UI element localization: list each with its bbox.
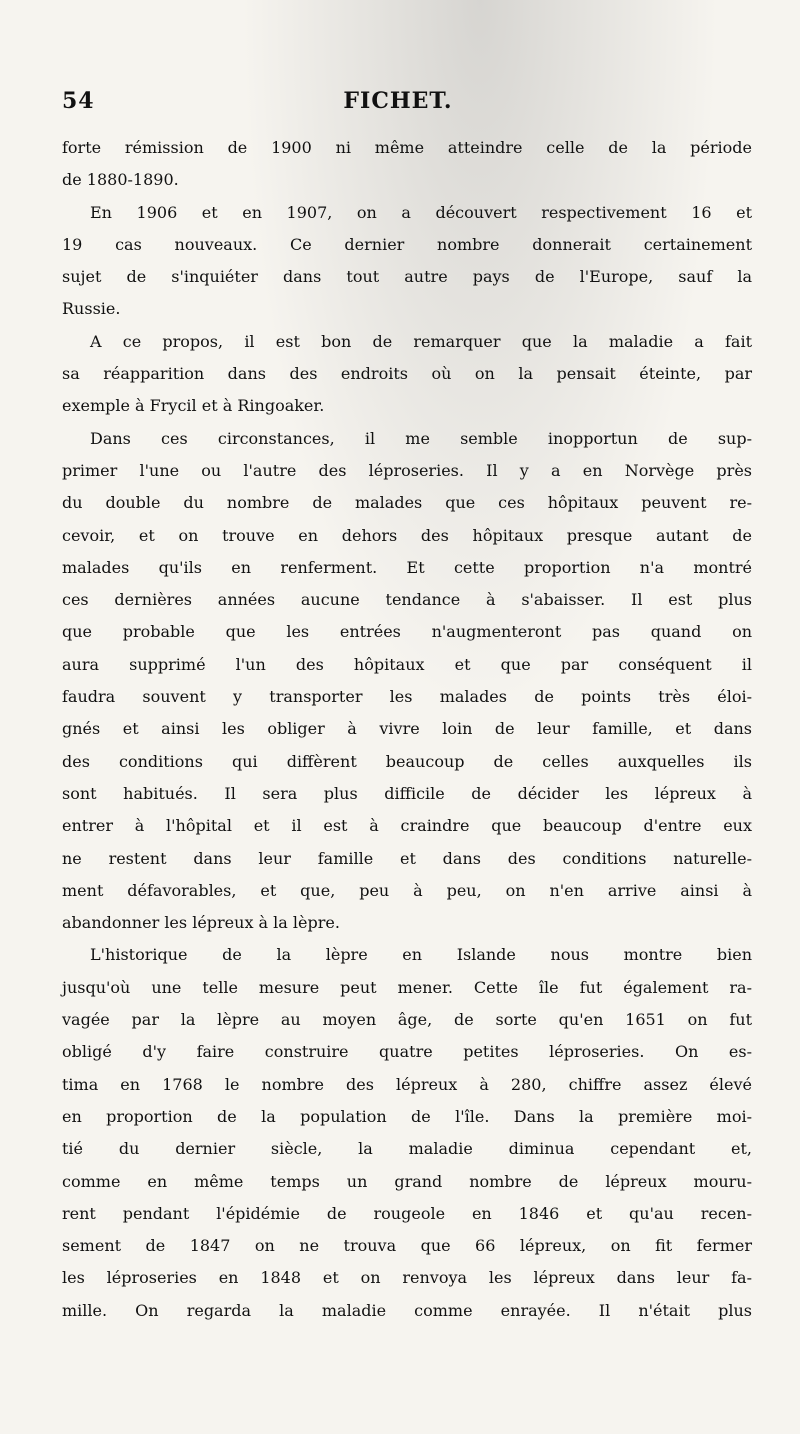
text-line: sement de 1847 on ne trouva que 66 lépreux, on fit fermer xyxy=(62,1236,752,1256)
text-line: primer l'une ou l'autre des léproseries. Il y a en Norvège près xyxy=(62,460,752,480)
text-line: sont habitués. Il sera plus difficile de décider les lépreux à xyxy=(62,783,752,803)
text-line: aura supprimé l'un des hôpitaux et que par conséquent il xyxy=(62,654,752,674)
text-line: en proportion de la population de l'île. Dans la première moi- xyxy=(62,1106,752,1126)
text-line: ne restent dans leur famille et dans des conditions naturelle- xyxy=(62,848,752,868)
text-line: des conditions qui diffèrent beaucoup de celles auxquelles ils xyxy=(62,751,752,771)
text-line: comme en même temps un grand nombre de lépreux mouru- xyxy=(62,1171,752,1191)
paragraph-start-line: En 1906 et en 1907, on a découvert respectivement 16 et xyxy=(90,202,752,222)
text-line: malades qu'ils en renferment. Et cette proportion n'a montré xyxy=(62,557,752,577)
page-number: 54 xyxy=(62,88,95,114)
text-line: sa réapparition dans des endroits où on la pensait éteinte, par xyxy=(62,364,752,384)
text-line: les léproseries en 1848 et on renvoya les lépreux dans leur fa- xyxy=(62,1268,752,1288)
paragraph-start-line: A ce propos, il est bon de remarquer que la maladie a fait xyxy=(90,331,752,351)
text-line: jusqu'où une telle mesure peut mener. Cette île fut également ra- xyxy=(62,977,752,997)
text-line: obligé d'y faire construire quatre petites léproseries. On es- xyxy=(62,1042,752,1062)
text-line: ces dernières années aucune tendance à s'abaisser. Il est plus xyxy=(62,590,752,610)
text-line: ment défavorables, et que, peu à peu, on n'en arrive ainsi à xyxy=(62,880,752,900)
text-line: abandonner les lépreux à la lèpre. xyxy=(62,913,340,933)
text-line: du double du nombre de malades que ces hôpitaux peuvent re- xyxy=(62,493,752,513)
text-line: 19 cas nouveaux. Ce dernier nombre donnerait certainement xyxy=(62,234,752,254)
text-line: Russie. xyxy=(62,299,121,319)
text-line: faudra souvent y transporter les malades de points très éloi- xyxy=(62,687,752,707)
text-line: entrer à l'hôpital et il est à craindre que beaucoup d'entre eux xyxy=(62,816,752,836)
text-line: vagée par la lèpre au moyen âge, de sorte qu'en 1651 on fut xyxy=(62,1010,752,1030)
text-line: forte rémission de 1900 ni même atteindre celle de la période xyxy=(62,138,752,157)
running-head xyxy=(62,88,734,118)
text-line: gnés et ainsi les obliger à vivre loin de leur famille, et dans xyxy=(62,719,752,739)
text-line: tima en 1768 le nombre des lépreux à 280, chiffre assez élevé xyxy=(62,1074,752,1094)
text-line: que probable que les entrées n'augmenteront pas quand on xyxy=(62,622,752,642)
text-line: de 1880-1890. xyxy=(62,170,179,190)
text-line: cevoir, et on trouve en dehors des hôpitaux presque autant de xyxy=(62,525,752,545)
body-text xyxy=(62,138,752,1333)
text-line: mille. On regarda la maladie comme enrayée. Il n'était plus xyxy=(62,1300,752,1320)
text-line: tié du dernier siècle, la maladie diminua cependant et, xyxy=(62,1139,752,1159)
text-line: rent pendant l'épidémie de rougeole en 1846 et qu'au recen- xyxy=(62,1203,752,1223)
text-line: sujet de s'inquiéter dans tout autre pays de l'Europe, sauf la xyxy=(62,267,752,287)
running-title: FICHET. xyxy=(343,88,453,114)
paragraph-start-line: L'historique de la lèpre en Islande nous montre bien xyxy=(90,945,752,965)
text-line: exemple à Frycil et à Ringoaker. xyxy=(62,396,325,416)
paragraph-start-line: Dans ces circonstances, il me semble inopportun de sup- xyxy=(90,428,752,448)
